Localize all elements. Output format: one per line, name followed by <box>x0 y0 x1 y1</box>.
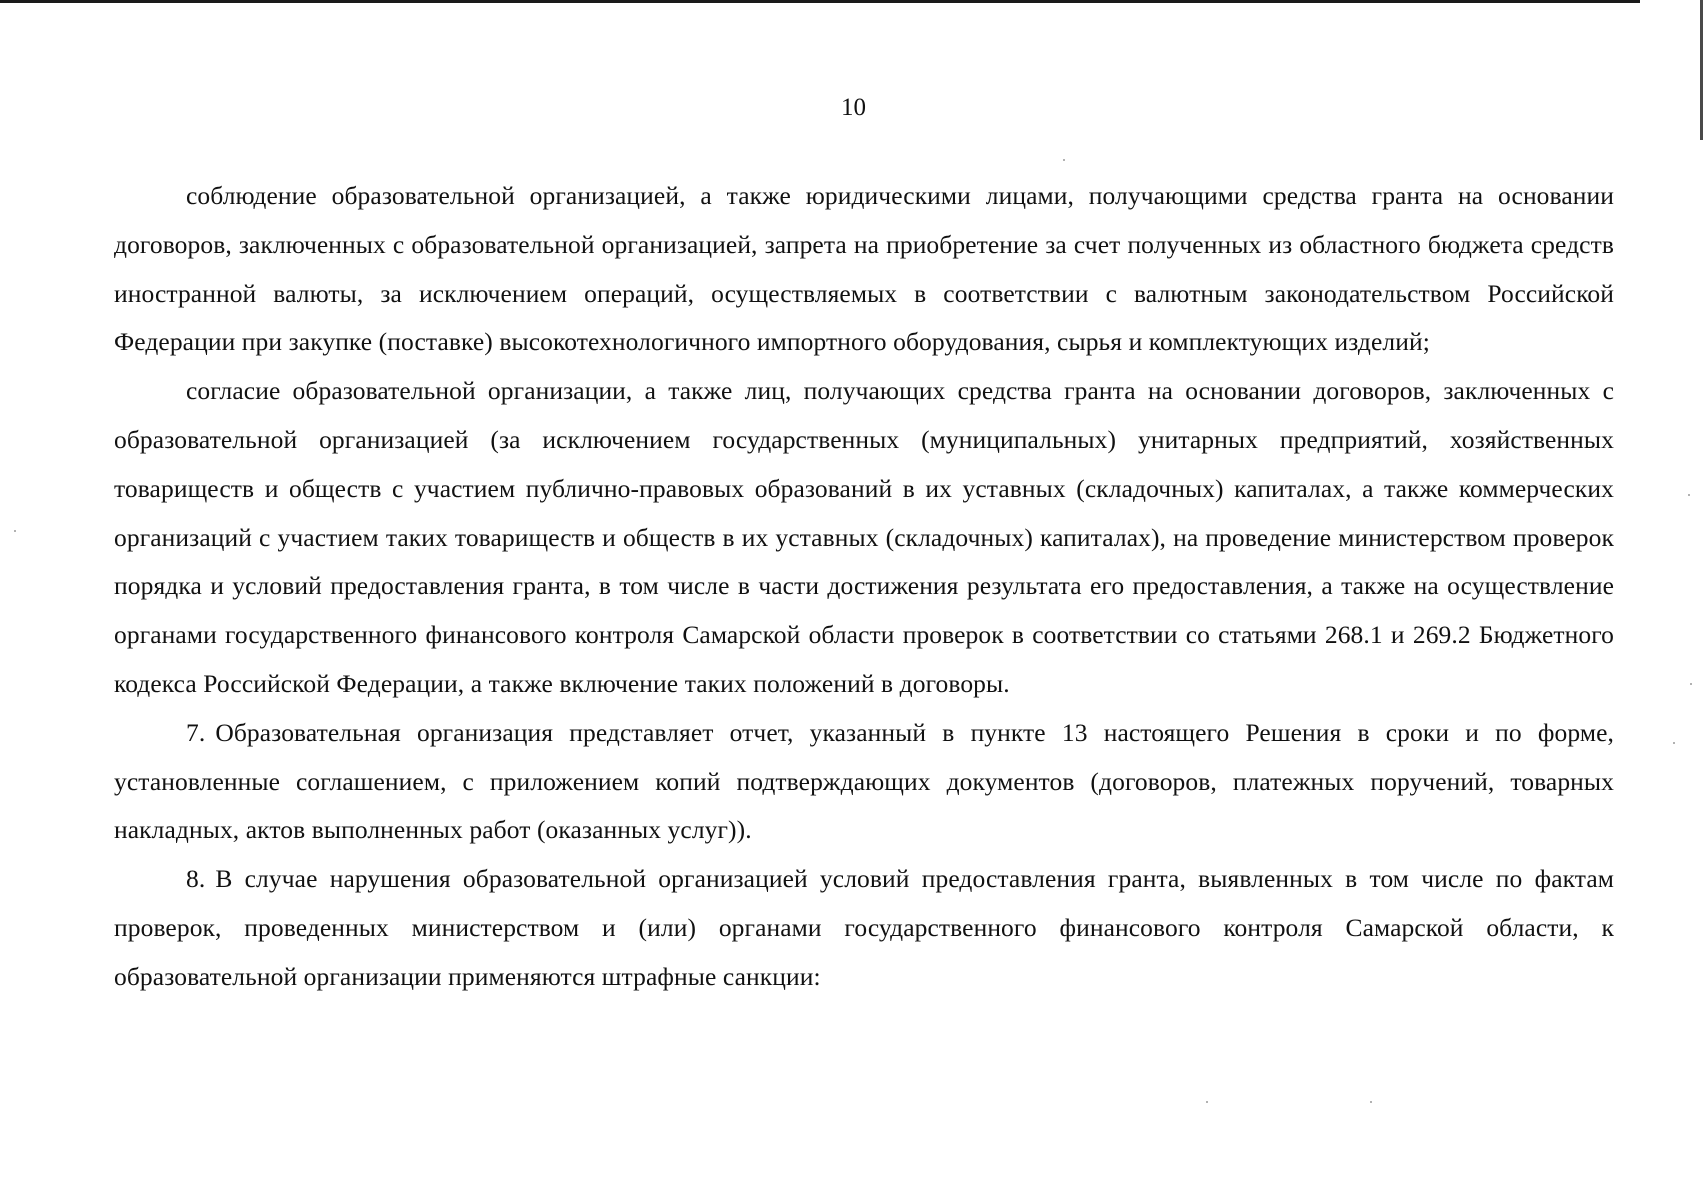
paragraph-number: 7. <box>186 717 206 747</box>
paragraph <box>114 367 1614 709</box>
document-page <box>114 70 1614 1002</box>
paragraph-item-8 <box>114 855 1614 1001</box>
scan-speck <box>1206 1101 1208 1103</box>
scan-top-edge-line <box>0 0 1640 3</box>
paragraph-number: 8. <box>186 864 206 894</box>
paragraph-text: согласие образовательной организации, а также лиц, получающих средства гранта на основании договоров, заключенных с образовательной организацией (за исключением государственных (муниципальных) унитарных предприятий, хозяйственных товариществ и обществ с участием публично-правовых образований в их уставных (складочных) капиталах, а также коммерческих организаций с участием таких товариществ и обществ в их уставных (складочных) капиталах), на проведение министерством проверок порядка и условий предоставления гранта, в том числе в части достижения результата его предоставления, а также на осуществление органами государственного финансового контроля Самарской области проверок в соответствии со статьями 268.1 и 269.2 Бюджетного кодекса Российской Федерации, а также включение таких положений в договоры. <box>114 376 1614 698</box>
scan-speck <box>1690 683 1692 685</box>
page-number: 10 <box>841 94 866 121</box>
scan-speck <box>1370 1101 1372 1103</box>
paragraph-text: В случае нарушения образовательной организацией условий предоставления гранта, выявленных в том числе по фактам проверок, проведенных министерством и (или) органами государственного финансового контроля Самарской области, к образовательной организации применяются штрафные санкции: <box>114 864 1614 991</box>
paragraph-text: соблюдение образовательной организацией, а также юридическими лицами, получающими средства гранта на основании договоров, заключенных с образовательной организацией, запрета на приобретение за счет полученных из областного бюджета средств иностранной валюты, за исключением операций, осуществляемых в соответствии с валютным законодательством Российской Федерации при закупке (поставке) высокотехнологичного импортного оборудования, сырья и комплектующих изделий; <box>114 181 1614 357</box>
scan-speck <box>14 530 16 532</box>
scan-speck <box>1673 742 1675 744</box>
document-body <box>114 172 1614 1002</box>
paragraph-text: Образовательная организация представляет отчет, указанный в пункте 13 настоящего Решения в сроки и по форме, установленные соглашением, с приложением копий подтверждающих документов (договоров, платежных поручений, товарных накладных, актов выполненных работ (оказанных услуг)). <box>114 717 1614 845</box>
scan-speck <box>1688 494 1690 496</box>
paragraph <box>114 172 1614 367</box>
paragraph-item-7 <box>114 709 1614 855</box>
